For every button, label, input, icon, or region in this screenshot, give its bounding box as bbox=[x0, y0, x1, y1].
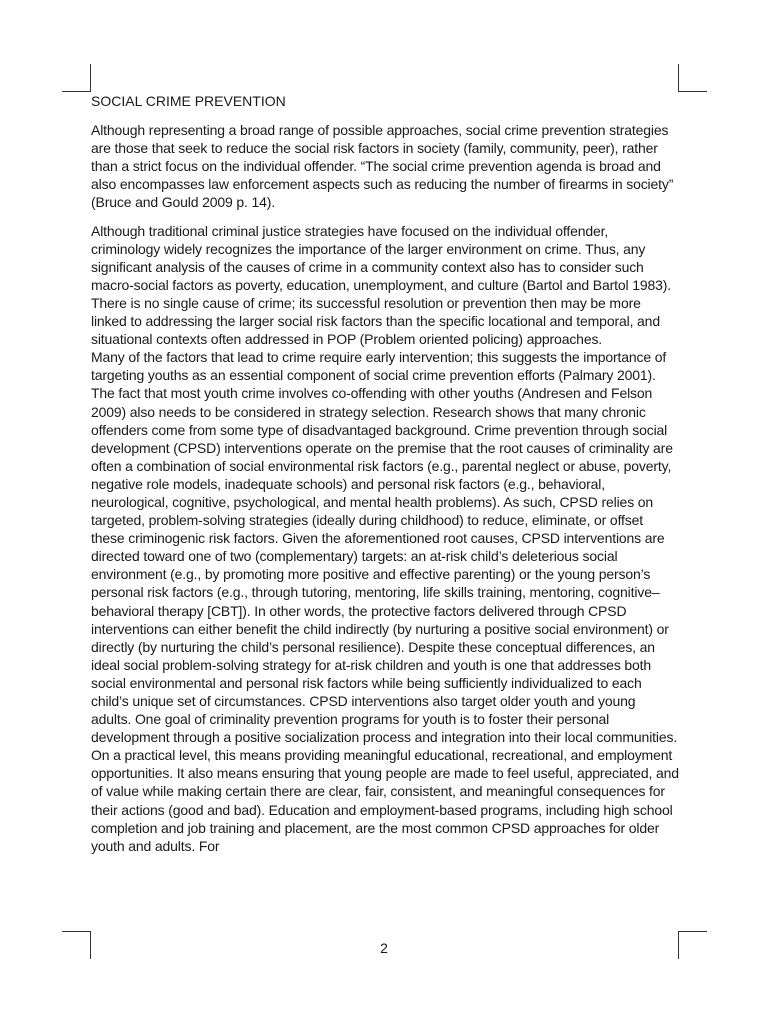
crop-mark-top-right-vertical bbox=[678, 64, 679, 92]
section-heading: SOCIAL CRIME PREVENTION bbox=[91, 93, 286, 109]
paragraph-2: Although traditional criminal justice strategies have focused on the individual offender, criminology widely recognizes the importance of the larger environment on crime. Thus, any significant analysis of the causes of crime in a community context also has to consider such macro-social factors as poverty, education, unemployment, and culture (Bartol and Bartol 1983). There is no single cause of crime; its successful resolution or prevention then may be more linked to addressing the larger social risk factors than the specific locational and temporal, and situational contexts often addressed in POP (Problem oriented policing) approaches. bbox=[91, 222, 672, 348]
document-body bbox=[91, 92, 679, 855]
crop-mark-top-left-vertical bbox=[90, 64, 91, 92]
crop-mark-bottom-right-horizontal bbox=[679, 931, 707, 932]
paragraph-3: Many of the factors that lead to crime require early intervention; this suggests the importance of targeting youths as an essential component of social crime prevention efforts (Palmary 2001). The fact that most youth crime involves co-offending with other youths (Andresen and Felson 2009) also needs to be considered in strategy selection. Research shows that many chronic offenders come from some type of disadvantaged background. Crime prevention through social development (CPSD) interventions operate on the premise that the root causes of criminality are often a combination of social environmental risk factors (e.g., parental neglect or abuse, poverty, negative role models, inadequate schools) and personal risk factors (e.g., behavioral, neurological, cognitive, psychological, and mental health problems). As such, CPSD relies on targeted, problem-solving strategies (ideally during childhood) to reduce, eliminate, or offset these criminogenic risk factors. Given the aforementioned root causes, CPSD interventions are directed toward one of two (complementary) targets: an at-risk child’s deleterious social environment (e.g., by promoting more positive and effective parenting) or the young person’s personal risk factors (e.g., through tutoring, mentoring, life skills training, mentoring, cognitive–behavioral therapy [CBT]). In other words, the protective factors delivered through CPSD interventions can either benefit the child indirectly (by nurturing a positive social environment) or directly (by nurturing the child’s personal resilience). Despite these conceptual differences, an ideal social problem-solving strategy for at-risk children and youth is one that addresses both social environmental and personal risk factors while being sufficiently individualized to each child’s unique set of circumstances. CPSD interventions also target older youth and young adults. One goal of criminality prevention programs for youth is to foster their personal development through a positive socialization process and integration into their local communities. On a practical level, this means providing meaningful educational, recreational, and employment opportunities. It also means ensuring that young people are made to feel useful, appreciated, and of value while making certain there are clear, fair, consistent, and meaningful consequences for their actions (good and bad). Education and employment-based programs, including high school completion and job training and placement, are the most common CPSD approaches for older youth and adults. For bbox=[91, 349, 679, 854]
crop-mark-bottom-left-horizontal bbox=[62, 931, 90, 932]
crop-mark-top-right-horizontal bbox=[679, 91, 707, 92]
paragraph-1: Although representing a broad range of possible approaches, social crime prevention strategies are those that seek to reduce the social risk factors in society (family, community, peer), rather than a strict focus on the individual offender. “The social crime prevention agenda is broad and also encompasses law enforcement aspects such as reducing the number of firearms in society” (Bruce and Gould 2009 p. 14). bbox=[91, 122, 674, 211]
crop-mark-top-left-horizontal bbox=[62, 91, 90, 92]
page-number: 2 bbox=[380, 940, 388, 956]
